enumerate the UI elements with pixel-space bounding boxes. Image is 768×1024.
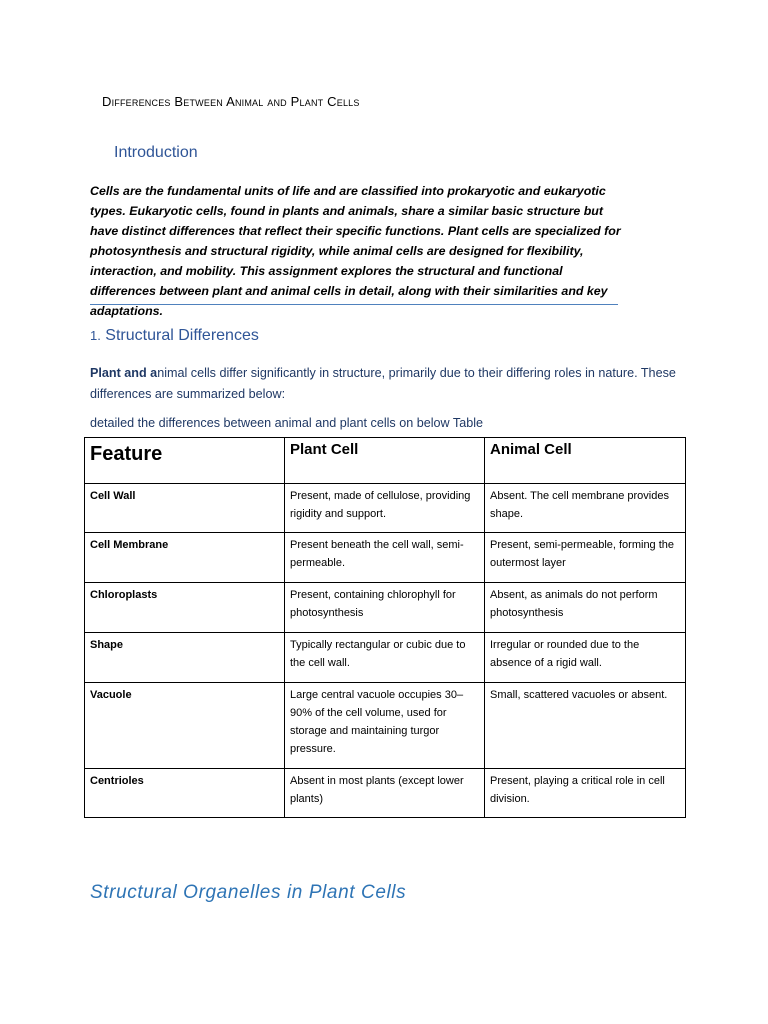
table-caption: detailed the differences between animal and plant cells on below Table bbox=[90, 416, 484, 430]
table-row bbox=[85, 633, 686, 683]
row-animal: Present, semi-permeable, forming the outermost layer bbox=[485, 533, 686, 583]
structural-lead-paragraph bbox=[90, 363, 690, 404]
table-row bbox=[85, 533, 686, 583]
row-feature: Cell Membrane bbox=[85, 533, 285, 583]
header-plant-cell: Plant Cell bbox=[285, 438, 485, 484]
lead-text: nimal cells differ significantly in structure, primarily due to their differing roles in nature. These differences are summarized below: bbox=[90, 366, 676, 401]
table-row bbox=[85, 484, 686, 533]
row-feature: Cell Wall bbox=[85, 484, 285, 533]
header-animal-cell: Animal Cell bbox=[485, 438, 686, 484]
row-plant: Present beneath the cell wall, semi-permeable. bbox=[285, 533, 485, 583]
row-animal: Irregular or rounded due to the absence of a rigid wall. bbox=[485, 633, 686, 683]
introduction-paragraph: Cells are the fundamental units of life and are classified into prokaryotic and eukaryotic types. Eukaryotic cells, found in plants and animals, share a similar basic structure but have distinct differences that reflect their specific functions. Plant cells are specialized for photosynthesis and structural rigidity, while animal cells are designed for flexibility, interaction, and mobility. This assignment explores the structural and functional differences between plant and animal cells in detail, along with their similarities and key adaptations. bbox=[90, 184, 621, 318]
comparison-table bbox=[84, 437, 686, 818]
row-animal: Present, playing a critical role in cell division. bbox=[485, 769, 686, 818]
row-feature: Centrioles bbox=[85, 769, 285, 818]
table-row bbox=[85, 769, 686, 818]
structural-differences-heading bbox=[90, 327, 259, 345]
row-plant: Absent in most plants (except lower plants) bbox=[285, 769, 485, 818]
row-plant: Present, made of cellulose, providing rigidity and support. bbox=[285, 484, 485, 533]
section-title: Structural Differences bbox=[105, 327, 259, 344]
table-header-row bbox=[85, 438, 686, 484]
lead-bold-text: Plant and a bbox=[90, 366, 158, 380]
table-row bbox=[85, 583, 686, 633]
row-plant: Present, containing chlorophyll for photosynthesis bbox=[285, 583, 485, 633]
document-title: Differences Between Animal and Plant Cells bbox=[102, 94, 360, 109]
row-feature: Chloroplasts bbox=[85, 583, 285, 633]
row-feature: Vacuole bbox=[85, 683, 285, 769]
row-plant: Large central vacuole occupies 30–90% of the cell volume, used for storage and maintaining turgor pressure. bbox=[285, 683, 485, 769]
organelles-heading: Structural Organelles in Plant Cells bbox=[90, 882, 407, 903]
row-animal: Small, scattered vacuoles or absent. bbox=[485, 683, 686, 769]
table-row bbox=[85, 683, 686, 769]
section-divider bbox=[90, 304, 618, 305]
row-plant: Typically rectangular or cubic due to the cell wall. bbox=[285, 633, 485, 683]
introduction-heading: Introduction bbox=[114, 144, 198, 161]
row-animal: Absent. The cell membrane provides shape. bbox=[485, 484, 686, 533]
header-feature: Feature bbox=[85, 438, 285, 484]
row-animal: Absent, as animals do not perform photosynthesis bbox=[485, 583, 686, 633]
row-feature: Shape bbox=[85, 633, 285, 683]
section-number: 1. bbox=[90, 328, 101, 343]
